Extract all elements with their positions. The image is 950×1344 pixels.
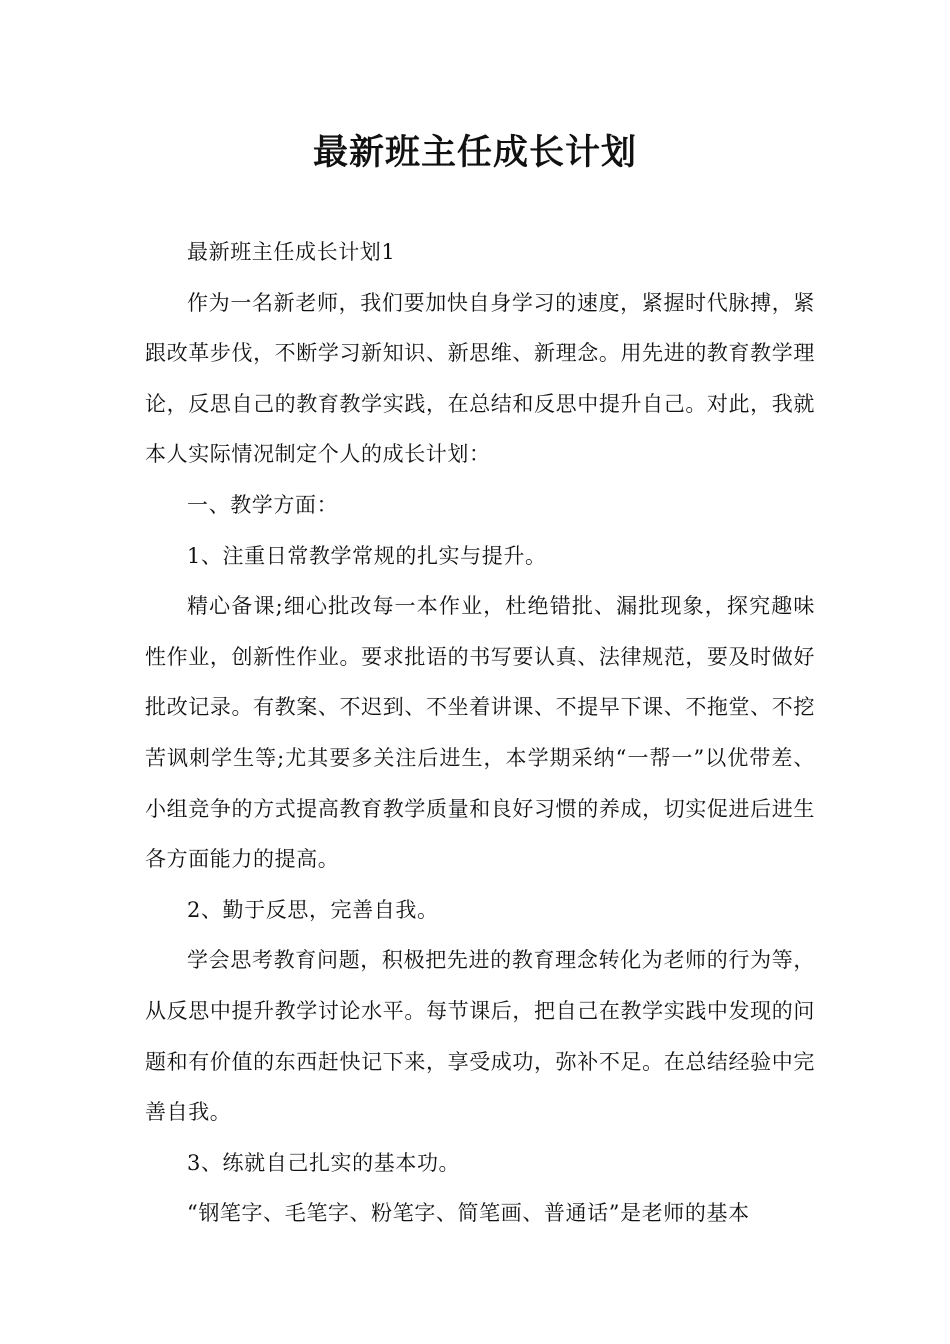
intro-paragraph: 作为一名新老师，我们要加快自身学习的速度，紧握时代脉搏，紧跟改革步伐，不断学习新知识、新思维、新理念。用先进的教育教学理论，反思自己的教育教学实践，在总结和反思中提升自己。对此，我就本人实际情况制定个人的成长计划： bbox=[145, 290, 815, 467]
body-paragraph: 学会思考教育问题，积极把先进的教育理念转化为老师的行为等，从反思中提升教学讨论水平。每节课后，把自己在教学实践中发现的问题和有价值的东西赶快记下来，享受成功，弥补不足。在总结经验中完善自我。 bbox=[145, 948, 815, 1125]
part-heading-teaching: 一、教学方面： bbox=[187, 492, 339, 517]
document-title: 最新班主任成长计划 bbox=[312, 133, 637, 173]
item-heading-2: 2、勤于反思，完善自我。 bbox=[187, 897, 439, 922]
body-paragraph: “钢笔字、毛笔字、粉笔字、简笔画、普通话”是老师的基本 bbox=[187, 1201, 750, 1226]
body-paragraph: 精心备课;细心批改每一本作业，杜绝错批、漏批现象，探究趣味性作业，创新性作业。要求批语的书写要认真、法律规范，要及时做好批改记录。有教案、不迟到、不坐着讲课、不提早下课、不拖堂、不挖苦讽刺学生等;尤其要多关注后进生，本学期采纳“一帮一”以优带差、小组竞争的方式提高教育教学质量和良好习惯的养成，切实促进后进生各方面能力的提高。 bbox=[145, 594, 815, 872]
item-heading-3: 3、练就自己扎实的基本功。 bbox=[187, 1150, 461, 1175]
document-body bbox=[145, 227, 815, 1239]
item-heading-1: 1、注重日常教学常规的扎实与提升。 bbox=[187, 543, 547, 568]
section-heading: 最新班主任成长计划1 bbox=[187, 240, 396, 264]
